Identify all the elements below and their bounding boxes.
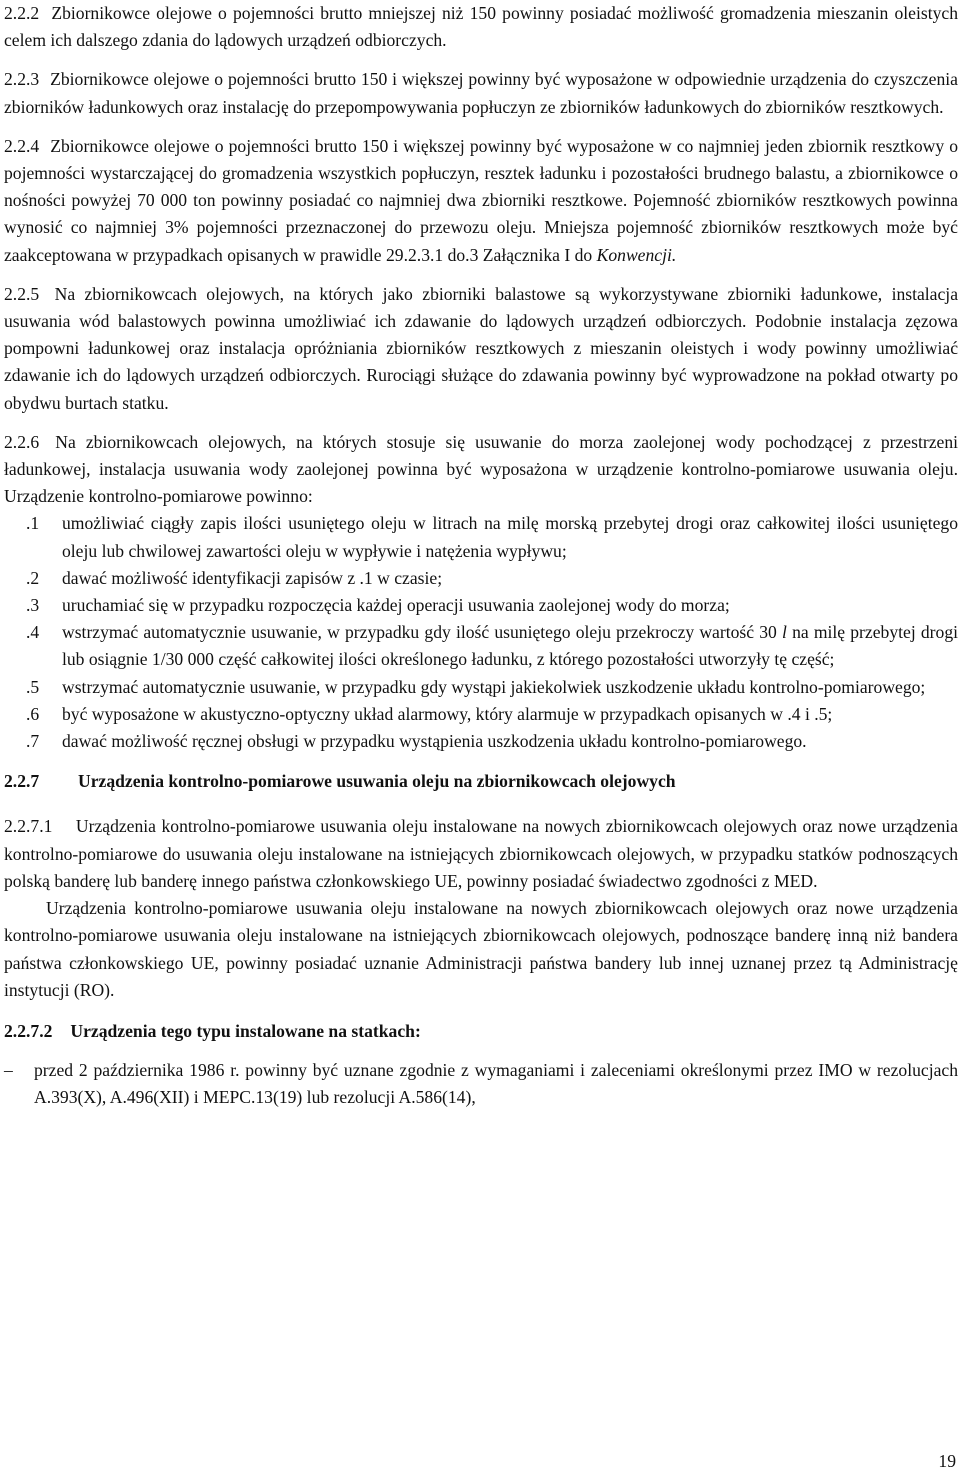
paragraph-text: Na zbiornikowcach olejowych, na których jako zbiorniki balastowe są wykorzystywane zbiorniki ładunkowe, instalacja usuwania wód balastowych powinna umożliwiać ich zdawanie do lądowych urządzeń odbiorczych. Podobnie instalacja zęzowa pompowni ładunkowej oraz instalacja opróżniania zbiorników resztkowych z mieszanin oleistych i wody powinny umożliwiać zdawanie ich do lądowych urządzeń odbiorczych. Rurociągi służące do zdawania powinny być wyprowadzone na pokład otwarty po obydwu burtach statku. [4,283,959,413]
dash-item-text: przed 2 października 1986 r. powinny być uznane zgodnie z wymaganiami i zaleceniami określonymi przez IMO w rezolucjach A.393(X), A.496(XII) i MEPC.13(19) lub rezolucji A.586(14), [34,1060,958,1108]
paragraph-number: 2.2.2 [4,3,40,23]
paragraph-number: 2.2.6 [4,431,40,452]
list-item [4,565,958,592]
list-item-number: .1 [26,513,40,534]
list-item-text: umożliwiać ciągły zapis ilości usuniętego oleju w litrach na milę morską przebytej drogi oraz całkowitej ilości usuniętego oleju lub chwilowej zawartości oleju w wypływie i natężenia wypływu; [62,513,958,561]
list-item [4,674,958,701]
paragraph-text-italic: Konwencji. [596,244,677,265]
list-item-text: być wyposażone w akustyczno-optyczny układ alarmowy, który alarmuje w przypadkach opisanych w .4 i .5; [62,703,833,724]
section-title: Urządzenia kontrolno-pomiarowe usuwania oleju na zbiornikowcach olejowych [78,771,676,792]
section-heading-2-2-7-2 [4,1018,958,1045]
list-item-text: dawać możliwość ręcznej obsługi w przypadku wystąpienia uszkodzenia układu kontrolno-pomiarowego. [62,731,807,752]
list-item-text: uruchamiać się w przypadku rozpoczęcia każdej operacji usuwania zaolejonej wody do morza; [62,595,730,616]
section-number: 2.2.7.2 [4,1020,53,1041]
list-item-number: .5 [26,676,40,697]
list-item-number: .2 [26,567,40,588]
paragraph-2-2-3 [4,66,958,120]
list-item [4,701,958,728]
requirements-list [4,510,958,755]
list-item [4,510,958,564]
paragraph-text: Zbiornikowce olejowe o pojemności brutto 150 i większej powinny być wyposażone w co najmniej jeden zbiornik resztkowy o pojemności wystarczającej do gromadzenia wszystkich popłuczyn, resztek ładunku i pozostałości brudnego balastu, a zbiornikowce o nośności powyżej 70 000 ton powinny posiadać co najmniej dwa zbiorniki resztkowe. Pojemność zbiorników resztkowych powinna wynosić co najmniej 3% pojemności przeznaczonej do przewozu oleju. Mniejsza pojemność zbiorników resztkowych może być zaakceptowana w przypadkach opisanych w prawidle 29.2.3.1 do.3 Załącznika I do [4,135,958,265]
list-item-number: .4 [26,622,40,643]
paragraph-number: 2.2.7.1 [4,816,53,837]
section-number: 2.2.7 [4,771,40,792]
paragraph-text: Urządzenia kontrolno-pomiarowe usuwania oleju instalowane na nowych zbiornikowcach olejowych oraz nowe urządzenia kontrolno-pomiarowe do usuwania oleju instalowane na istniejących zbiornikowcach olejowych, w przypadku statków podnoszących polską banderę lub banderę innego państwa członkowskiego UE, powinny posiadać świadectwo zgodności z MED. [4,816,958,891]
paragraph-2-2-4 [4,133,958,269]
paragraph-2-2-6 [4,429,958,511]
page-number: 19 [938,1451,956,1471]
list-item-text: wstrzymać automatycznie usuwanie, w przypadku gdy wystąpi jakiekolwiek uszkodzenie układu kontrolno-pomiarowego; [62,676,926,697]
list-item-text-part: wstrzymać automatycznie usuwanie, w przypadku gdy ilość usuniętego oleju przekroczy wartość 30 [62,622,777,643]
dash-bullet: – [4,1060,13,1081]
paragraph-text: Zbiornikowce olejowe o pojemności brutto 150 i większej powinny być wyposażone w odpowiednie urządzenia do czyszczenia zbiorników ładunkowych oraz instalację do przepompowywania popłuczyn ze zbiorników ładunkowych do zbiorników resztkowych. [4,69,958,117]
paragraph-text: Na zbiornikowcach olejowych, na których stosuje się usuwanie do morza zaolejonej wody pochodzącej z przestrzeni ładunkowej, instalacja usuwania wody zaolejonej powinna być wyposażona w urządzenie kontrolno-pomiarowe usuwania oleju. Urządzenie kontrolno-pomiarowe powinno: [4,431,959,507]
section-title: Urządzenia tego typu instalowane na statkach: [70,1020,421,1041]
list-item-text-italic: l [782,622,787,643]
paragraph-2-2-7-1-continued: Urządzenia kontrolno-pomiarowe usuwania oleju instalowane na nowych zbiornikowcach olejowych oraz nowe urządzenia kontrolno-pomiarowe usuwania oleju instalowane na istniejących zbiornikowcach olejowych, podnoszące banderę inną niż bandera państwa członkowskiego UE, powinny posiadać uznanie Administracji państwa bandery lub innej uznanej przez tą Administrację instytucji (RO). [4,898,958,1000]
paragraph-number: 2.2.3 [4,69,40,90]
list-item-number: .6 [26,703,40,724]
list-item-number: .3 [26,595,40,616]
list-item-text: dawać możliwość identyfikacji zapisów z .1 w czasie; [62,567,443,588]
paragraph-text: Zbiornikowce olejowe o pojemności brutto mniejszej niż 150 powinny posiadać możliwość gromadzenia mieszanin oleistych celem ich dalszego zdania do lądowych urządzeń odbiorczych. [4,3,958,51]
list-item [4,619,958,673]
paragraph-2-2-7-1 [4,813,958,895]
list-item [4,592,958,619]
list-item-text-part: na milę przebytej drogi lub osiągnie 1/30 000 część całkowitej ilości określonego ładunku, z którego pozostałości utworzyły tę część; [62,622,959,670]
dash-list-item [4,1057,958,1111]
section-heading-2-2-7 [4,768,958,795]
paragraph-number: 2.2.4 [4,135,40,156]
list-item-number: .7 [26,731,40,752]
paragraph-number: 2.2.5 [4,283,40,304]
list-item [4,728,958,755]
list-item-text [62,619,958,673]
paragraph-2-2-5 [4,281,958,417]
paragraph-2-2-2 [4,0,958,54]
